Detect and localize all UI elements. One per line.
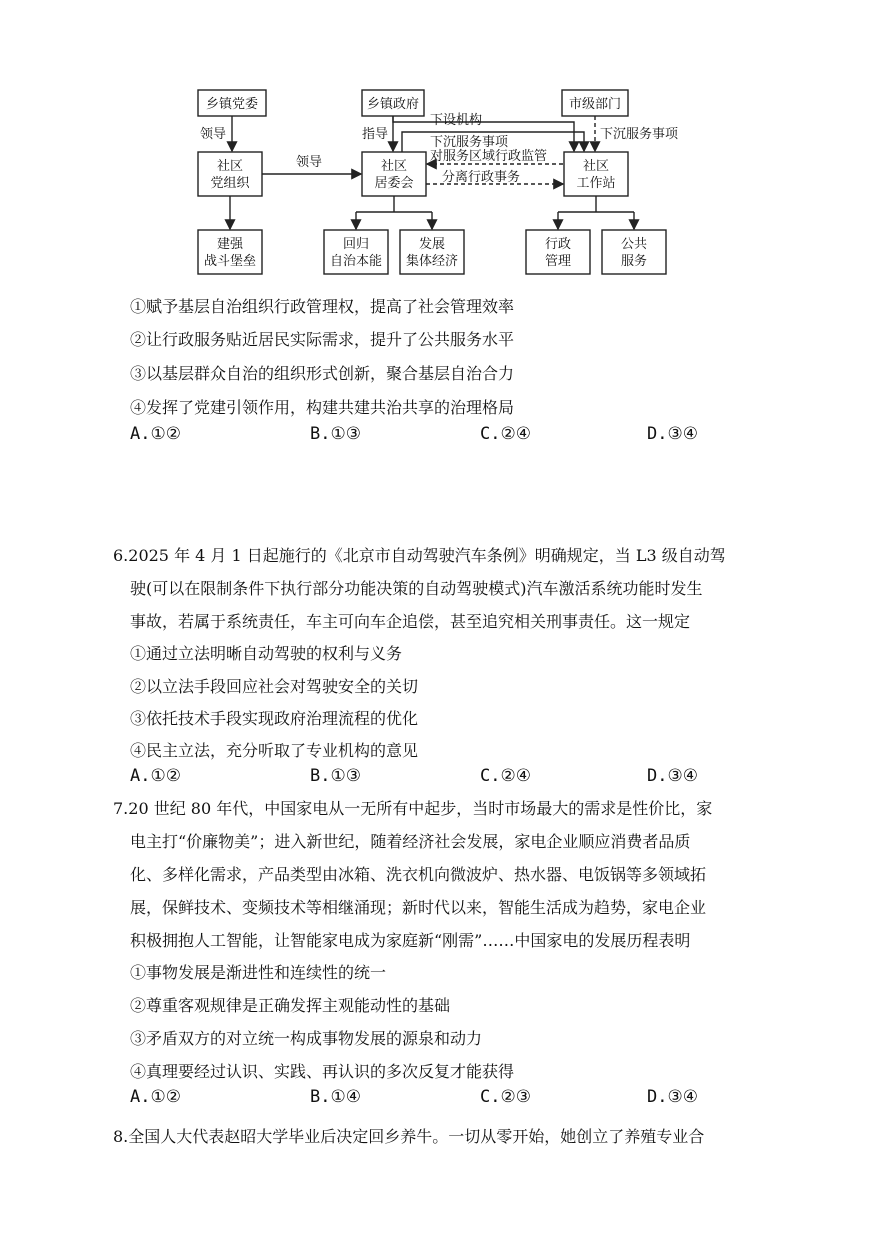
q6-answers: [130, 766, 750, 790]
q6-stem-line-2: 驶(可以在限制条件下执行部分功能决策的自动驾驶模式)汽车激活系统功能时发生: [130, 579, 703, 598]
q6-option-4: ④民主立法，充分听取了专业机构的意见: [130, 741, 419, 760]
q5-answer-a[interactable]: A.①②: [130, 424, 181, 444]
q7-stem-line-3: 化、多样化需求，产品类型由冰箱、洗衣机向微波炉、热水器、电饭锅等多领域拓: [130, 865, 707, 884]
town-party-label: 乡镇党委: [205, 97, 259, 112]
q5-answer-b[interactable]: B.①③: [310, 424, 361, 444]
admin-management-label-2: 管理: [544, 254, 572, 269]
q5-option-4: ④发挥了党建引领作用，构建共建共治共享的治理格局: [130, 398, 515, 417]
q7-stem-line-1: 7.20 世纪 80 年代，中国家电从一无所有中起步，当时市场最大的需求是性价比，家: [113, 799, 713, 818]
community-party-label-2: 党组织: [210, 176, 250, 191]
q6-stem-line-3: 事故，若属于系统责任，车主可向车企追偿，甚至追究相关刑事责任。这一规定: [130, 612, 691, 631]
q5-answer-c[interactable]: C.②④: [480, 424, 531, 444]
q7-option-2: ②尊重客观规律是正确发挥主观能动性的基础: [130, 996, 451, 1015]
q8-stem-line-1: 8.全国人大代表赵昭大学毕业后决定回乡养牛。一切从零开始，她创立了养殖专业合: [113, 1127, 705, 1146]
public-service-label-2: 服务: [620, 254, 648, 269]
develop-economy-label-1: 发展: [418, 237, 446, 252]
q6-answer-b[interactable]: B.①③: [310, 766, 361, 786]
q5-answer-d[interactable]: D.③④: [647, 424, 698, 444]
q7-stem-line-5: 积极拥抱人工智能，让智能家电成为家庭新“刚需”……中国家电的发展历程表明: [130, 931, 691, 950]
q5-option-3: ③以基层群众自治的组织形式创新，聚合基层自治合力: [130, 364, 515, 383]
return-autonomy-label-1: 回归: [342, 237, 370, 252]
q5-option-1: ①赋予基层自治组织行政管理权，提高了社会管理效率: [130, 297, 515, 316]
q7-option-1: ①事物发展是渐进性和连续性的统一: [130, 963, 387, 982]
city-dept-label: 市级部门: [568, 97, 622, 112]
q7-option-3: ③矛盾双方的对立统一构成事物发展的源泉和动力: [130, 1029, 483, 1048]
city-sink-label: 下沉服务事项: [600, 127, 679, 142]
q7-option-4: ④真理要经过认识、实践、再认识的多次反复才能获得: [130, 1062, 515, 1081]
branch-station: [558, 196, 634, 229]
q6-answer-d[interactable]: D.③④: [647, 766, 698, 786]
q5-answers: [130, 424, 750, 448]
q6-option-3: ③依托技术手段实现政府治理流程的优化: [130, 709, 419, 728]
q6-answer-c[interactable]: C.②④: [480, 766, 531, 786]
q7-stem-line-2: 电主打“价廉物美”；进入新世纪，随着经济社会发展，家电企业顺应消费者品质: [130, 832, 691, 851]
governance-diagram: [180, 80, 710, 285]
community-party-label-1: 社区: [216, 159, 244, 174]
separate-admin-label: 分离行政事务: [442, 170, 521, 185]
lead1-label: 领导: [200, 127, 227, 142]
residents-committee-label-2: 居委会: [374, 176, 414, 191]
branch-residents: [356, 196, 432, 229]
q6-stem-line-1: 6.2025 年 4 月 1 日起施行的《北京市自动驾驶汽车条例》明确规定，当 L3 级自动驾: [113, 546, 726, 565]
public-service-label-1: 公共: [620, 237, 648, 252]
residents-committee-label-1: 社区: [380, 159, 408, 174]
sink-services-label: 下沉服务事项: [430, 135, 509, 150]
q6-answer-a[interactable]: A.①②: [130, 766, 181, 786]
develop-economy-label-2: 集体经济: [405, 254, 459, 269]
q6-option-2: ②以立法手段回应社会对驾驶安全的关切: [130, 677, 419, 696]
work-station-label-1: 社区: [582, 159, 610, 174]
set-up-agency-label: 下设机构: [430, 113, 483, 128]
work-station-label-2: 工作站: [576, 176, 616, 191]
q7-answer-c[interactable]: C.②③: [480, 1087, 531, 1107]
return-autonomy-label-2: 自治本能: [329, 254, 383, 269]
q5-option-2: ②让行政服务贴近居民实际需求，提升了公共服务水平: [130, 330, 515, 349]
admin-management-label-1: 行政: [544, 237, 572, 252]
supervise-label: 对服务区域行政监管: [430, 149, 548, 164]
q7-answer-d[interactable]: D.③④: [647, 1087, 698, 1107]
lead2-label: 领导: [296, 155, 323, 170]
fortress-label-2: 战斗堡垒: [203, 254, 257, 269]
q7-answer-b[interactable]: B.①④: [310, 1087, 361, 1107]
town-gov-label: 乡镇政府: [366, 97, 420, 112]
q6-option-1: ①通过立法明晰自动驾驶的权利与义务: [130, 644, 403, 663]
q7-answers: [130, 1087, 750, 1111]
guide-label: 指导: [362, 127, 389, 142]
q7-stem-line-4: 展，保鲜技术、变频技术等相继涌现；新时代以来，智能生活成为趋势，家电企业: [130, 898, 707, 917]
fortress-label-1: 建强: [216, 237, 244, 252]
q7-answer-a[interactable]: A.①②: [130, 1087, 181, 1107]
